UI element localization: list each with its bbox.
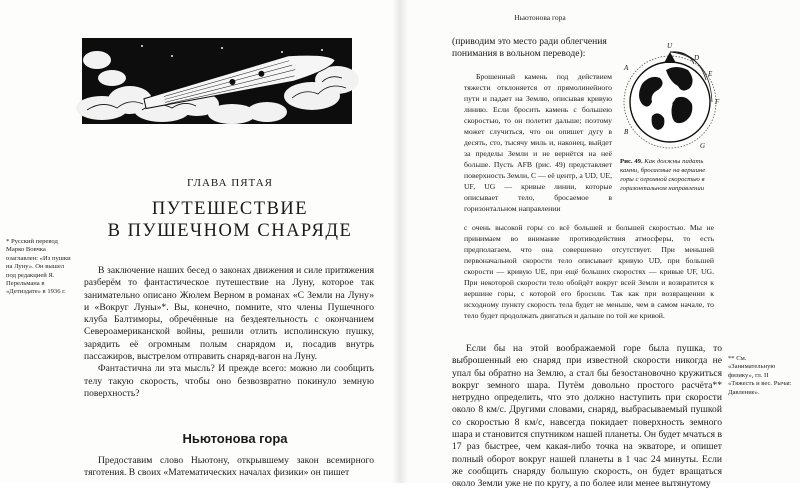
paragraph-2: Фантастична ли эта мысль? И прежде всего: можно ли сообщить телу такую скорость, чтобы оно безвозвратно покинуло земную поверхность?	[84, 363, 374, 399]
left-page	[0, 0, 400, 483]
paragraph-3: Предоставим слово Ньютону, открывшему закон всемирного тяготения. В своих «Математических началах физики» он пишет	[84, 455, 374, 479]
figure-caption-text: Как должны падать камни, бросаемые на вершине горы с огромной скоростью в горизонтальном направлении	[620, 158, 706, 192]
right-body-text	[452, 343, 722, 491]
quote-part-2	[464, 222, 714, 321]
label-b: B	[624, 128, 629, 136]
chapter-label: ГЛАВА ПЯТАЯ	[186, 177, 273, 189]
chapter-title-line1: ПУТЕШЕСТВИЕ	[151, 199, 309, 219]
section-heading: Ньютонова гора	[182, 431, 288, 446]
label-g: G	[700, 142, 706, 150]
figure-49	[618, 40, 728, 155]
quote-paragraph-1: Брошенный камень под действием тяжести отклоняется от прямолинейного пути и падает на Землю, описывая кривую линию. Если бросить камень с большею скоростью, то он полетит дальше; поэтому может случиться, что он опишет дугу в десять, сто, тысячу миль и, наконец, выйдет за пределы Земли и не вернётся на неё больше. Пусть AFB (рис. 49) представляет поверхность Земли, C — её центр, а UD, UE, UF, UG — кривые линии, которые описывает тело, бросаемое в горизонтальном направлении	[464, 72, 612, 213]
quote-part-1	[464, 71, 612, 214]
label-e: E	[708, 70, 713, 78]
projectile-engraving	[82, 38, 352, 124]
label-u: U	[667, 42, 673, 50]
footnote-right: ** См. «Занимательную физику», гл. II «Тяжесть и вес. Рычаг. Давление».	[728, 355, 792, 396]
chapter-illustration	[82, 38, 352, 124]
left-body-text	[84, 265, 374, 400]
chapter-title	[95, 198, 365, 242]
book-gutter	[392, 0, 408, 483]
chapter-title-line2: В ПУШЕЧНОМ СНАРЯДЕ	[107, 221, 353, 241]
earth-trajectory-diagram	[618, 40, 728, 155]
label-a: A	[624, 64, 629, 72]
label-d: D	[694, 54, 700, 62]
label-c: C	[672, 100, 677, 108]
paragraph-4: Если бы на этой воображаемой горе была пушка, то выброшенный ею снаряд при известной скорости никогда не упал бы обратно на Землю, а стал бы безостановочно кружиться вокруг земного шара. Путём довольно простого расчёта** нетрудно определить, что это должно наступить при скорости около 8 км/с. Другими словами, снаряд, выбрасываемый пушкой со скоростью 8 км/с, навсегда покидает поверхность земного шара и становится спутником нашей планеты. Он будет мчаться в 17 раз быстрее, чем какая-либо точка на экваторе, и опишет полный оборот вокруг нашей планеты в 1 час 24 минуты. Если же сообщить снаряду большую скорость, он будет вращаться около Земли уже не по кругу, а по более или менее вытянутому	[452, 343, 722, 490]
footnote-left: * Русский перевод Марко Вовчка озаглавлен: «Из пушки на Луну». Он вышел под редакцией Я. Перельмана в «Детиздате» в 1936 г.	[6, 238, 71, 296]
quote-intro: (приводим это место ради облегчения понимания в вольном переводе):	[452, 36, 607, 60]
figure-number: Рис. 49.	[620, 158, 643, 165]
label-f: F	[715, 98, 720, 106]
left-body-text-2	[84, 455, 374, 480]
quote-paragraph-2: с очень высокой горы со всё большей и большей скоростью. Мы не принимаем во внимание противодействия атмосферы, то есть предполагаем, что она совершенно отсутствует. При меньшей первоначальной скорости тело описывает кривую UD, при большей скорости — кривую UE, при ещё больших скоростях — кривые UF, UG. При некоторой скорости тело обойдёт вокруг всей Земли и возвратится к вершине горы, с которой его бросили. Так как при возвращении к исходному пункту скорость тела будет не меньше, чем в самом начале, то тело будет продолжать двигаться и дальше по той же кривой.	[464, 223, 714, 320]
figure-caption	[620, 157, 712, 193]
paragraph-1: В заключение наших бесед о законах движения и силе притяжения разберём то фантастическое путешествие на Луну, которое так занимательно описано Жюлем Верном в романах «С Земли на Луну» и «Вокруг Луны»*. Вы, конечно, помните, что члены Пушечного клуба Балтиморы, обречённые на бездеятельность с окончанием Североамериканской войны, решили отлить исполинскую пушку, зарядить её огромным полым снарядом и, посадив внутрь пассажиров, выстрелом отправить снаряд-вагон на Луну.	[84, 265, 374, 363]
running-head: Ньютонова гора	[514, 13, 566, 22]
